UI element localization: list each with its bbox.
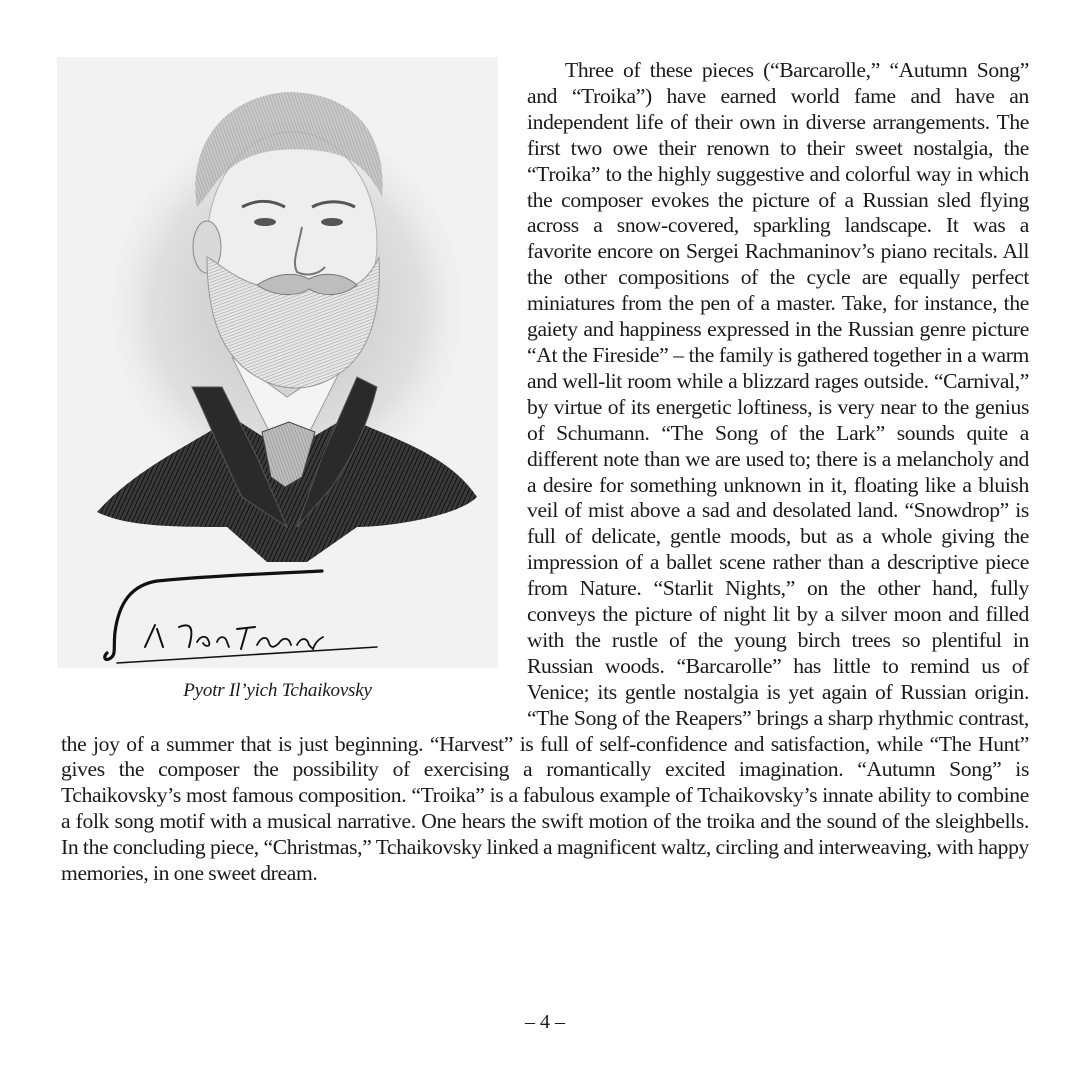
figure-caption: Pyotr Il’yich Tchaikovsky xyxy=(183,680,372,701)
figure-spacer xyxy=(61,58,527,708)
body-paragraph: Three of these pieces (“Barcarolle,” “Autumn Song” and “Troika”) have earned world fame and have an independent life of their own in diverse arrangements. The first two owe their renown to their sweet nostalgia, the “Troika” to the highly suggestive and colorful way in which the composer evokes the picture of a Russian sled flying across a snow-covered, sparkling landscape. It was a favorite encore on Sergei Rachmaninov’s piano recitals. All the other compositions of the cycle are equally perfect miniatures from the pen of a master. Take, for instance, the gaiety and happiness expressed in the Russian genre picture “At the Fireside” – the family is gathered together in a warm and well-lit room while a blizzard rages outside. “Carnival,” by virtue of its energetic loftiness, is very near to the genius of Schumann. “The Song of the Lark” sounds quite a different note than we are used to; there is a melancholy and a desire for something unknown in it, floating like a bluish veil of mist above a sad and desolated land. “Snowdrop” is full of delicate, gentle moods, but as a whole giving the impression of a ballet scene rather than a descriptive piece from Nature. “Starlit Nights,” on the other hand, fully conveys the picture of night lit by a silver moon and filled with the rustle of the young birch trees so plentiful in Russian woods. “Barcarolle” has little to remind us of Venice; its gentle nostalgia is yet again of Russian origin. “The Song of the Reapers” brings a sharp rhythmic contrast, the joy of a summer that is just beginning. “Harvest” is full of self-confidence and satisfaction, while “The Hunt” gives the composer the possibility of exercising a romantically excited imagination. “Autumn Song” is Tchaikovsky’s most famous composition. “Troika” is a fabulous example of Tchaikovsky’s innate ability to combine a folk song motif with a musical narrative. One hears the swift motion of the troika and the sound of the sleighbells. In the concluding piece, “Christmas,” Tchaikovsky linked a magnificent waltz, circling and interweaving, with happy memories, in one sweet dream. xyxy=(61,58,1029,886)
article-body xyxy=(61,58,1029,887)
page-number: – 4 – xyxy=(525,1011,565,1033)
